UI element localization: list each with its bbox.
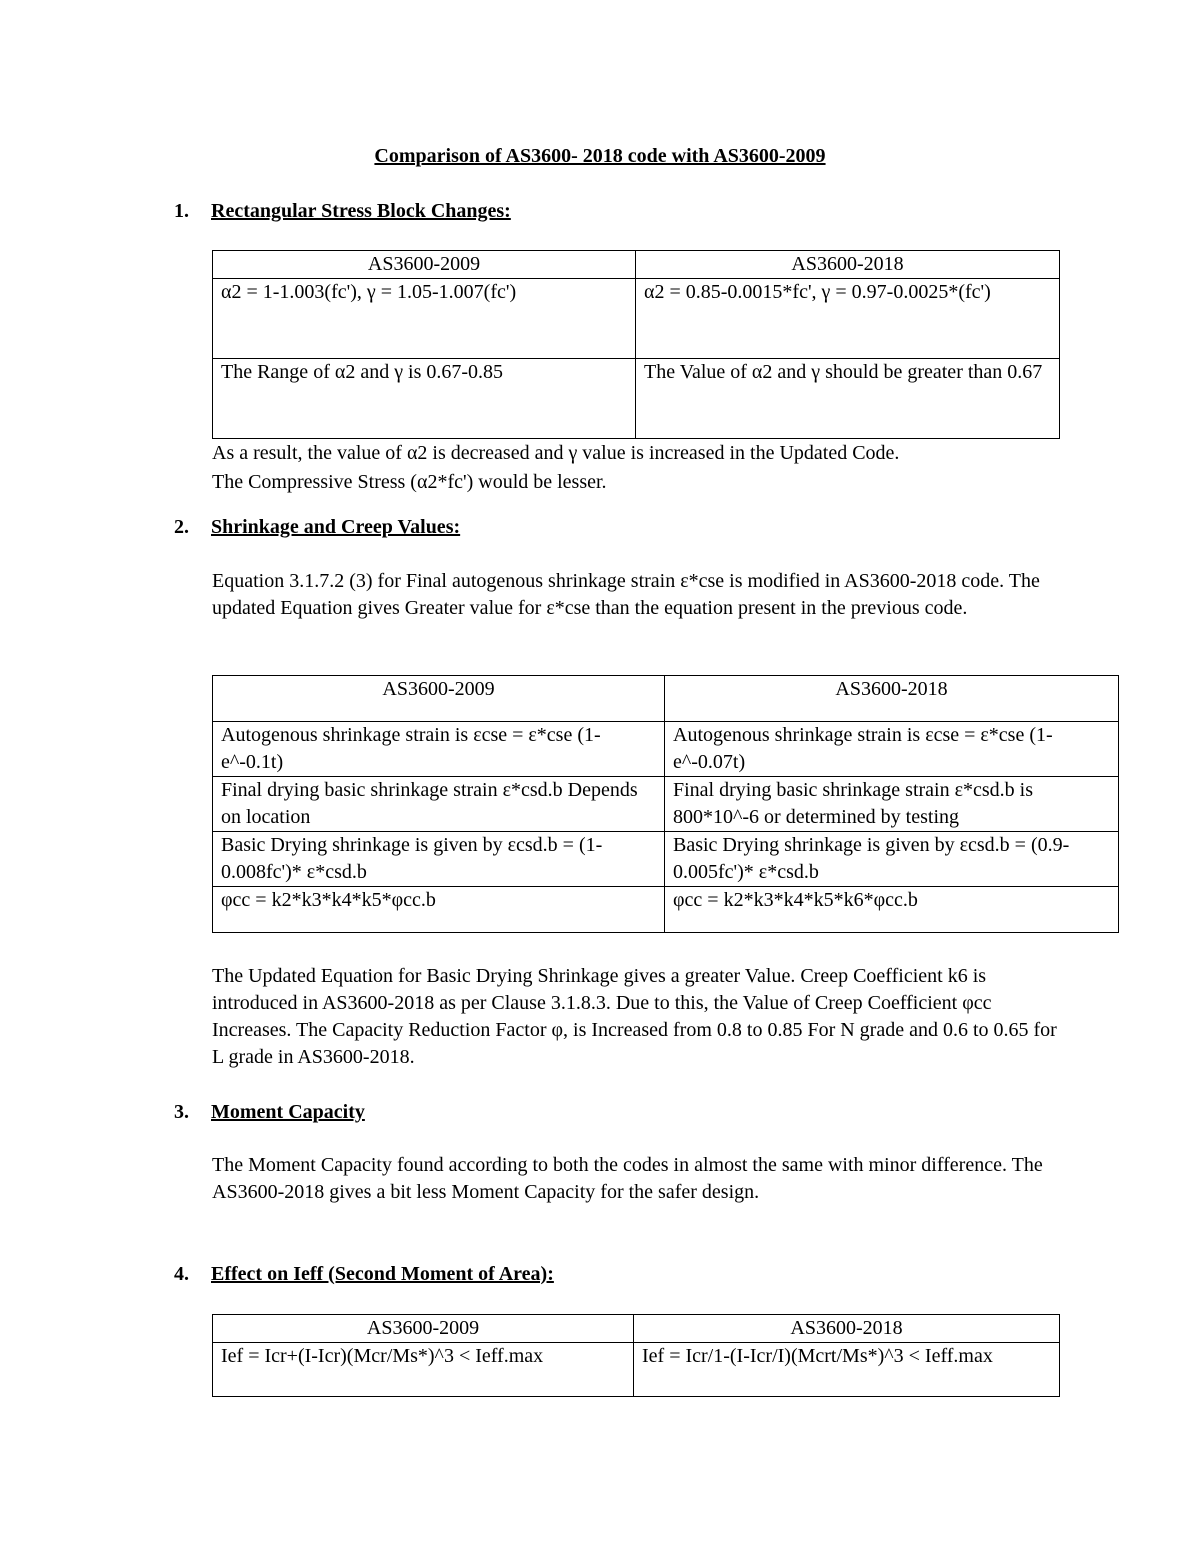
table-cell: Autogenous shrinkage strain is εcse = ε*cse (1-e^-0.07t) xyxy=(665,722,1119,777)
section-3-heading xyxy=(174,1099,365,1126)
table-cell: α2 = 1-1.003(fc'), γ = 1.05-1.007(fc') xyxy=(213,279,636,359)
document-title: Comparison of AS3600- 2018 code with AS3600-2009 xyxy=(374,145,826,167)
section-title: Moment Capacity xyxy=(211,1101,365,1123)
table-header-2018: AS3600-2018 xyxy=(665,676,1119,722)
shrinkage-creep-table xyxy=(212,675,1119,933)
table-cell: Autogenous shrinkage strain is εcse = ε*cse (1-e^-0.1t) xyxy=(213,722,665,777)
table-cell: Final drying basic shrinkage strain ε*csd.b is 800*10^-6 or determined by testing xyxy=(665,777,1119,832)
table-cell: φcc = k2*k3*k4*k5*φcc.b xyxy=(213,887,665,933)
section-1-heading xyxy=(174,198,511,225)
section-title: Effect on Ieff (Second Moment of Area): xyxy=(211,1263,554,1285)
table-cell: The Range of α2 and γ is 0.67-0.85 xyxy=(213,359,636,439)
table-cell: Ief = Icr/1-(I-Icr/I)(Mcrt/Ms*)^3 < Ieff.max xyxy=(634,1343,1060,1397)
table-cell: Final drying basic shrinkage strain ε*csd.b Depends on location xyxy=(213,777,665,832)
section-number: 4. xyxy=(174,1263,189,1285)
section-2-conclusion: The Updated Equation for Basic Drying Shrinkage gives a greater Value. Creep Coefficient k6 is introduced in AS3600-2018 as per Clause 3.1.8.3. Due to this, the Value of Creep Coefficient φcc Increases. The Capacity Reduction Factor φ, is Increased from 0.8 to 0.85 For N grade and 0.6 to 0.65 for L grade in AS3600-2018. xyxy=(212,965,1057,1068)
table-header-2018: AS3600-2018 xyxy=(634,1315,1060,1343)
table-cell: Basic Drying shrinkage is given by εcsd.b = (0.9-0.005fc')* ε*csd.b xyxy=(665,832,1119,887)
section-number: 3. xyxy=(174,1101,189,1123)
stress-block-table xyxy=(212,250,1060,439)
table-header-2009: AS3600-2009 xyxy=(213,251,636,279)
section-2-heading xyxy=(174,514,460,541)
section-title: Rectangular Stress Block Changes: xyxy=(211,200,511,222)
section-1-note-line-2: The Compressive Stress (α2*fc') would be lesser. xyxy=(212,471,607,493)
section-title: Shrinkage and Creep Values: xyxy=(211,516,461,538)
table-header-2009: AS3600-2009 xyxy=(213,1315,634,1343)
table-header-2009: AS3600-2009 xyxy=(213,676,665,722)
table-cell: α2 = 0.85-0.0015*fc', γ = 0.97-0.0025*(fc') xyxy=(636,279,1060,359)
table-header-2018: AS3600-2018 xyxy=(636,251,1060,279)
ieff-table xyxy=(212,1314,1060,1397)
section-number: 1. xyxy=(174,200,189,222)
section-number: 2. xyxy=(174,516,189,538)
table-cell: Ief = Icr+(I-Icr)(Mcr/Ms*)^3 < Ieff.max xyxy=(213,1343,634,1397)
table-cell: The Value of α2 and γ should be greater than 0.67 xyxy=(636,359,1060,439)
section-2-intro: Equation 3.1.7.2 (3) for Final autogenous shrinkage strain ε*cse is modified in AS3600-2018 code. The updated Equation gives Greater value for ε*cse than the equation present in the previous code. xyxy=(212,570,1040,619)
section-1-note-line-1: As a result, the value of α2 is decreased and γ value is increased in the Updated Code. xyxy=(212,442,900,464)
section-4-heading xyxy=(174,1261,554,1288)
table-cell: φcc = k2*k3*k4*k5*k6*φcc.b xyxy=(665,887,1119,933)
section-3-text: The Moment Capacity found according to both the codes in almost the same with minor difference. The AS3600-2018 gives a bit less Moment Capacity for the safer design. xyxy=(212,1154,1043,1203)
table-cell: Basic Drying shrinkage is given by εcsd.b = (1-0.008fc')* ε*csd.b xyxy=(213,832,665,887)
